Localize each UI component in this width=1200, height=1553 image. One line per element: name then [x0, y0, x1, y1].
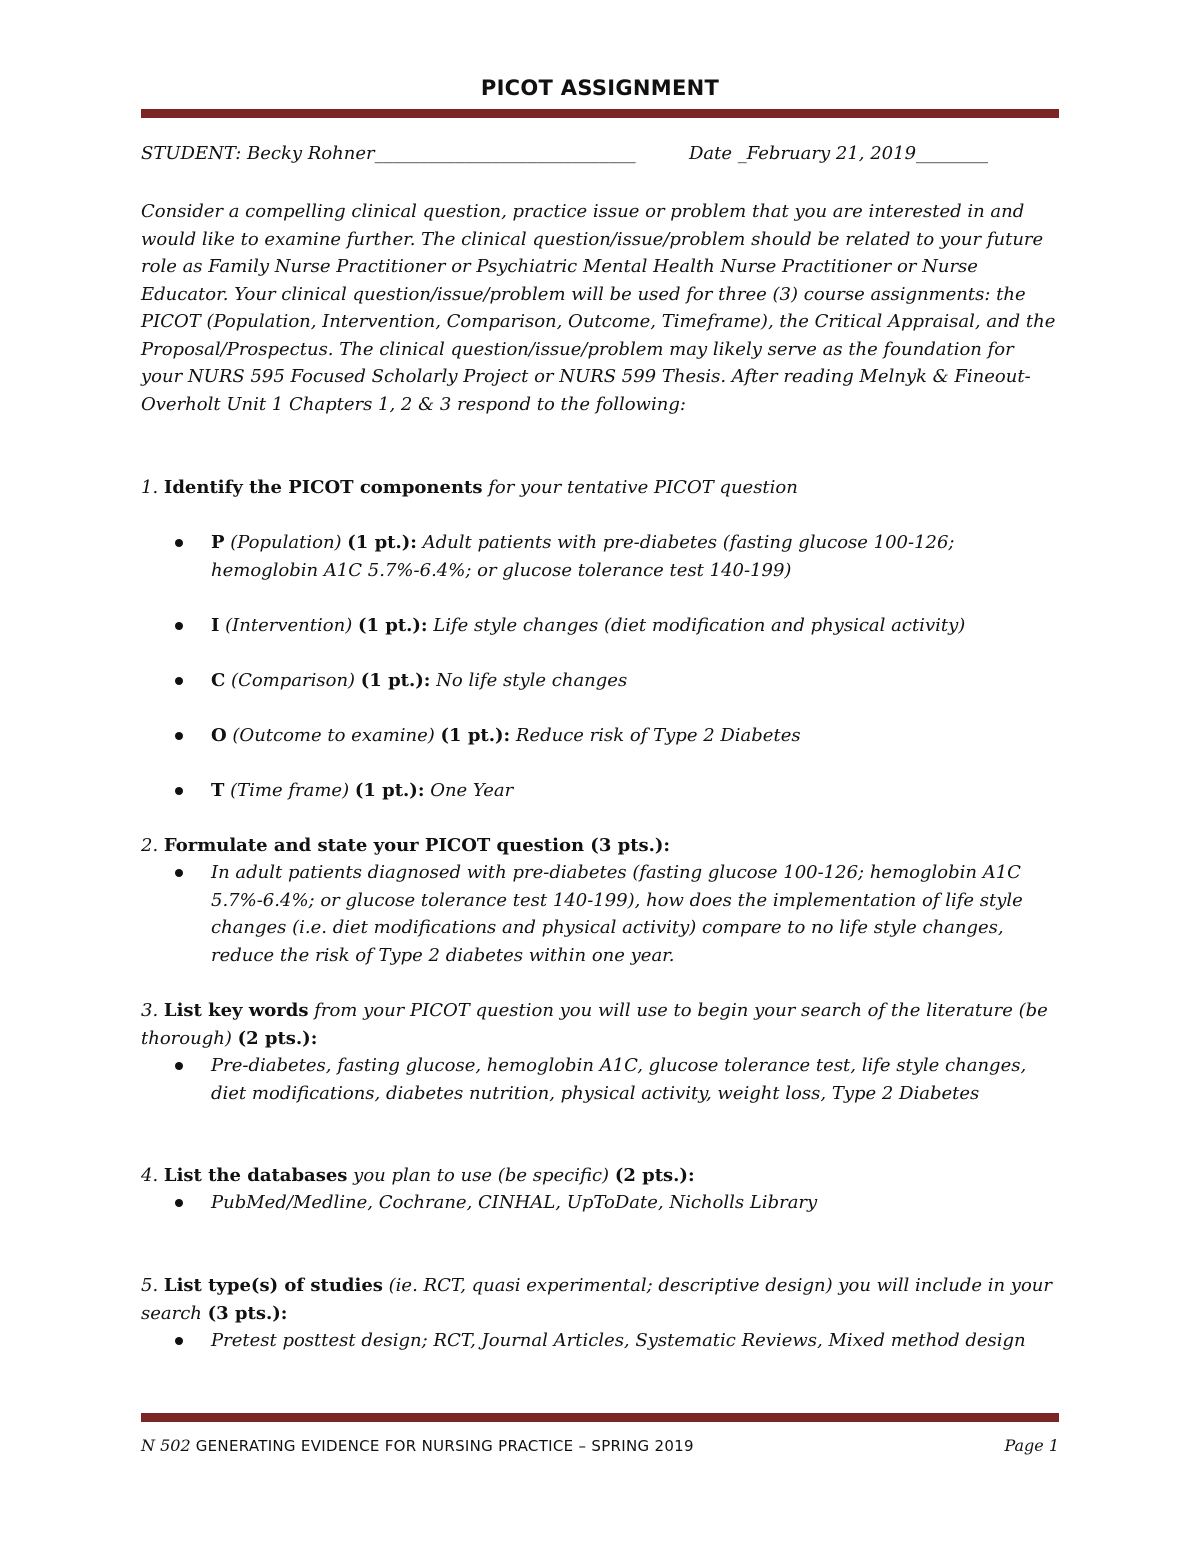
question-instruction: from your PICOT question you will use to begin your search of the literature (be thorough)	[141, 1000, 1048, 1049]
component-answer: One Year	[424, 780, 514, 801]
picot-component-p	[211, 529, 1061, 584]
component-label: (Population)	[224, 532, 348, 553]
course-title: GENERATING EVIDENCE FOR NURSING PRACTICE – SPRING 2019	[195, 1437, 694, 1455]
component-label: (Time frame)	[224, 780, 355, 801]
question-5-answer	[211, 1327, 1061, 1355]
submission-date: Date _February 21, 2019________	[689, 143, 989, 164]
bullet-icon	[175, 622, 183, 630]
student-name: STUDENT: Becky Rohner_____________________________	[141, 143, 636, 164]
question-number: 4.	[141, 1165, 164, 1186]
footer-rule	[141, 1413, 1059, 1422]
answer-text: PubMed/Medline, Cochrane, CINHAL, UpToDate, Nicholls Library	[211, 1192, 818, 1213]
page-title: PICOT ASSIGNMENT	[480, 76, 720, 100]
component-points: (1 pt.):	[357, 615, 428, 636]
question-instruction: for your tentative PICOT question	[482, 477, 798, 498]
question-3-answer	[211, 1052, 1061, 1107]
component-answer: Adult patients with pre-diabetes (fasting glucose 100-126; hemoglobin A1C 5.7%-6.4%; or glucose tolerance test 140-199)	[211, 532, 955, 581]
question-instruction: you plan to use (be specific)	[347, 1165, 615, 1186]
bullet-icon	[175, 869, 183, 877]
bullet-icon	[175, 677, 183, 685]
component-label: (Comparison)	[225, 670, 361, 691]
question-number: 2.	[141, 835, 164, 856]
question-points: (3 pts.):	[207, 1302, 288, 1324]
course-number: N 502	[141, 1436, 196, 1455]
component-points: (1 pt.):	[360, 670, 431, 691]
component-letter: O	[211, 725, 227, 746]
question-4-answer	[211, 1189, 1061, 1217]
header-rule	[141, 109, 1059, 118]
picot-component-i	[211, 612, 1061, 640]
question-prompt: List type(s) of studies	[163, 1275, 383, 1296]
picot-component-t	[211, 777, 1061, 805]
question-prompt: Formulate and state your PICOT question (3 pts.):	[163, 835, 671, 856]
bullet-icon	[175, 1337, 183, 1345]
question-2-heading	[141, 832, 1059, 860]
page-footer	[141, 1436, 1059, 1455]
answer-text: Pretest posttest design; RCT, Journal Articles, Systematic Reviews, Mixed method design	[211, 1330, 1026, 1351]
component-label: (Outcome to examine)	[226, 725, 441, 746]
question-5-heading	[141, 1272, 1059, 1327]
picot-component-o	[211, 722, 1061, 750]
component-points: (1 pt.):	[347, 532, 417, 553]
question-points: (2 pts.):	[237, 1027, 318, 1049]
question-points: (2 pts.):	[614, 1165, 695, 1186]
answer-text: Pre-diabetes, fasting glucose, hemoglobin A1C, glucose tolerance test, life style changes, diet modifications, diabetes nutrition, physical activity, weight loss, Type 2 Diabetes	[211, 1055, 1027, 1104]
question-4-heading	[141, 1162, 1059, 1190]
component-answer: Reduce risk of Type 2 Diabetes	[510, 725, 801, 746]
student-line	[141, 143, 1059, 164]
question-prompt: List the databases	[163, 1165, 348, 1186]
component-letter: T	[211, 780, 225, 801]
question-prompt: Identify the PICOT components	[163, 477, 483, 498]
page-number: Page 1	[1004, 1436, 1059, 1455]
bullet-icon	[175, 539, 183, 547]
component-label: (Intervention)	[219, 615, 358, 636]
instructions-paragraph: Consider a compelling clinical question, practice issue or problem that you are interested in and would like to examine further. The clinical question/issue/problem should be related to your future role as Family Nurse Practitioner or Psychiatric Mental Health Nurse Practitioner or Nurse Educator. Your clinical question/issue/problem will be used for three (3) course assignments: the PICOT (Population, Intervention, Comparison, Outcome, Timeframe), the Critical Appraisal, and the Proposal/Prospectus. The clinical question/issue/problem may likely serve as the foundation for your NURS 595 Focused Scholarly Project or NURS 599 Thesis. After reading Melnyk & Fineout-Overholt Unit 1 Chapters 1, 2 & 3 respond to the following:	[141, 201, 1056, 415]
component-letter: P	[211, 532, 225, 553]
question-number: 3.	[141, 1000, 164, 1021]
answer-text: In adult patients diagnosed with pre-diabetes (fasting glucose 100-126; hemoglobin A1C 5.7%-6.4%; or glucose tolerance test 140-199), how does the implementation of life style changes (i.e. diet modifications and physical activity) compare to no life style changes, reduce the risk of Type 2 diabetes within one year.	[211, 862, 1023, 966]
bullet-icon	[175, 732, 183, 740]
question-prompt: List key words	[163, 1000, 309, 1021]
question-instruction: (ie. RCT, quasi experimental; descriptive design) you will include in your search	[141, 1275, 1052, 1324]
picot-component-c	[211, 667, 1061, 695]
component-letter: C	[211, 670, 226, 691]
bullet-icon	[175, 787, 183, 795]
question-number: 1.	[141, 477, 164, 498]
component-letter: I	[211, 615, 220, 636]
bullet-icon	[175, 1199, 183, 1207]
bullet-icon	[175, 1062, 183, 1070]
component-answer: Life style changes (diet modification and physical activity)	[427, 615, 966, 636]
question-1-heading	[141, 474, 1059, 502]
question-number: 5.	[141, 1275, 164, 1296]
question-2-answer	[211, 859, 1061, 969]
question-3-heading	[141, 997, 1059, 1052]
component-points: (1 pt.):	[354, 780, 425, 801]
component-answer: No life style changes	[430, 670, 628, 691]
component-points: (1 pt.):	[440, 725, 511, 746]
